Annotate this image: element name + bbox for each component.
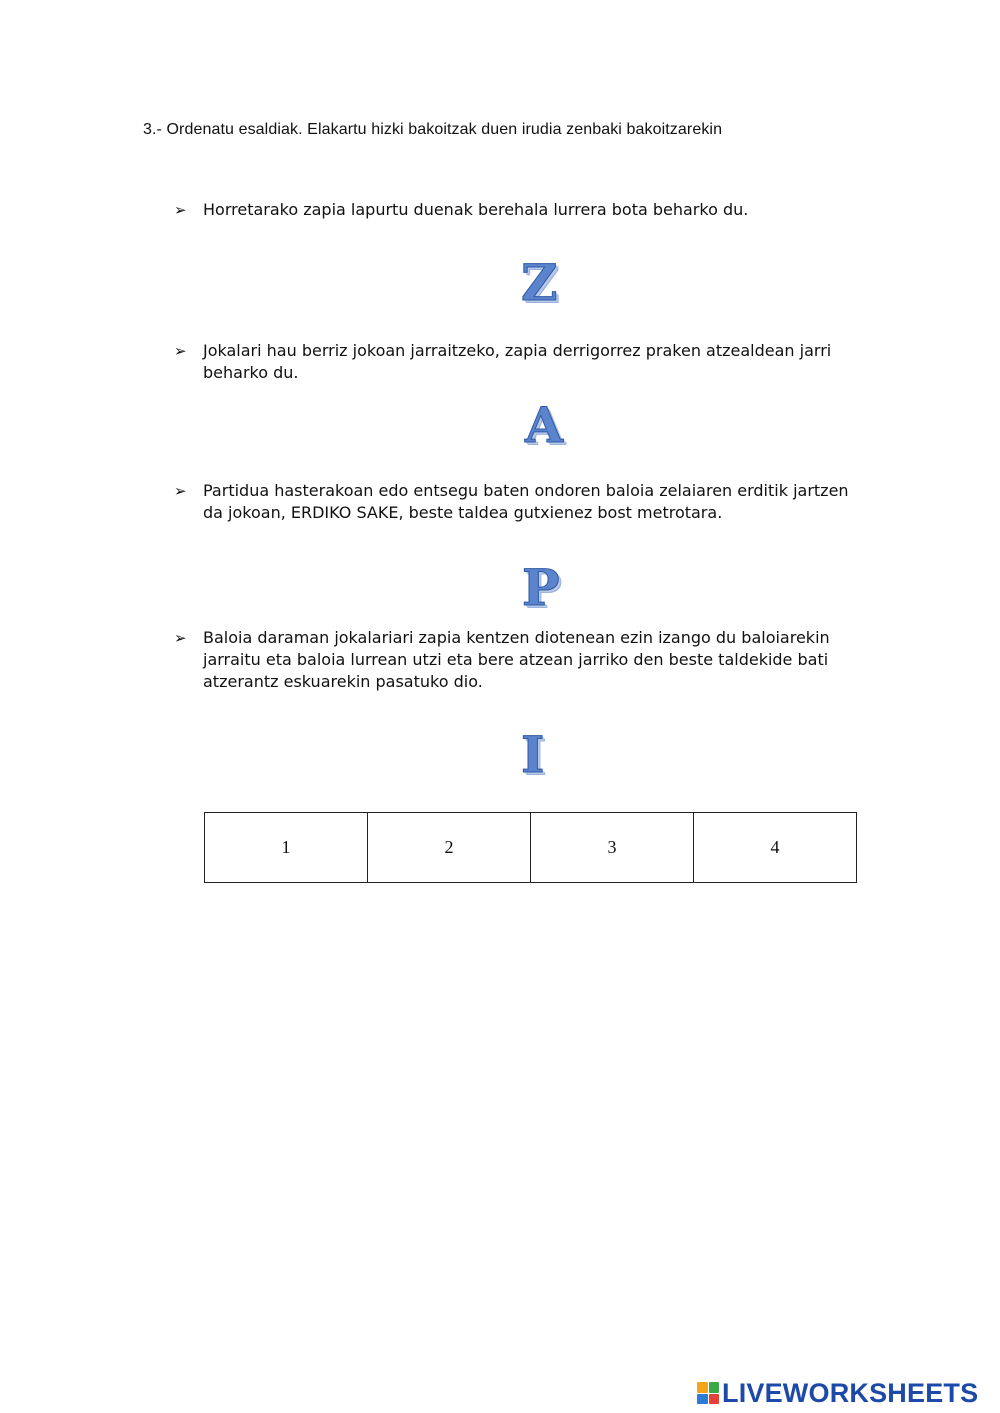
arrow-bullet-icon: ➢: [174, 201, 187, 219]
sentence-item: [174, 627, 864, 693]
arrow-bullet-icon: ➢: [174, 482, 187, 500]
answer-cell-1[interactable]: 1: [205, 813, 368, 883]
logo-square: [697, 1382, 708, 1393]
brand-name: LIVEWORKSHEETS: [722, 1377, 979, 1408]
answer-cell-2[interactable]: 2: [368, 813, 531, 883]
sentence-text: Horretarako zapia lapurtu duenak berehala lurrera bota beharko du.: [203, 200, 749, 219]
answer-cell-4[interactable]: 4: [694, 813, 857, 883]
arrow-bullet-icon: ➢: [174, 629, 187, 647]
answer-cell-3[interactable]: 3: [531, 813, 694, 883]
sentence-item: [174, 480, 864, 524]
liveworksheets-brand: [697, 1378, 978, 1408]
instruction-heading: 3.- Ordenatu esaldiak. Elakartu hizki bakoitzak duen irudia zenbaki bakoitzarekin: [143, 121, 723, 138]
liveworksheets-logo-icon: [697, 1382, 719, 1404]
arrow-bullet-icon: ➢: [174, 342, 187, 360]
logo-square: [709, 1394, 720, 1405]
logo-square: [697, 1394, 708, 1405]
answer-row: [205, 813, 857, 883]
letter-z-image: Z: [521, 253, 558, 312]
sentence-text: Baloia daraman jokalariari zapia kentzen diotenean ezin izango du baloiarekin jarraitu eta baloia lurrean utzi eta bere atzean jarriko den beste taldekide bati atzerantz eskuarekin pasatuko dio.: [203, 628, 830, 691]
sentence-text: Jokalari hau berriz jokoan jarraitzeko, zapia derrigorrez praken atzealdean jarri beharko du.: [203, 341, 832, 382]
sentence-item: [174, 340, 864, 384]
answer-table: [204, 812, 857, 883]
sentence-text: Partidua hasterakoan edo entsegu baten ondoren baloia zelaiaren erditik jartzen da jokoan, ERDIKO SAKE, beste taldea gutxienez bost metrotara.: [203, 481, 849, 522]
letter-i-image: I: [521, 725, 545, 784]
letter-a-image: A: [525, 396, 564, 454]
logo-square: [709, 1382, 720, 1393]
letter-p-image: P: [522, 558, 560, 617]
sentence-item: [174, 199, 864, 221]
